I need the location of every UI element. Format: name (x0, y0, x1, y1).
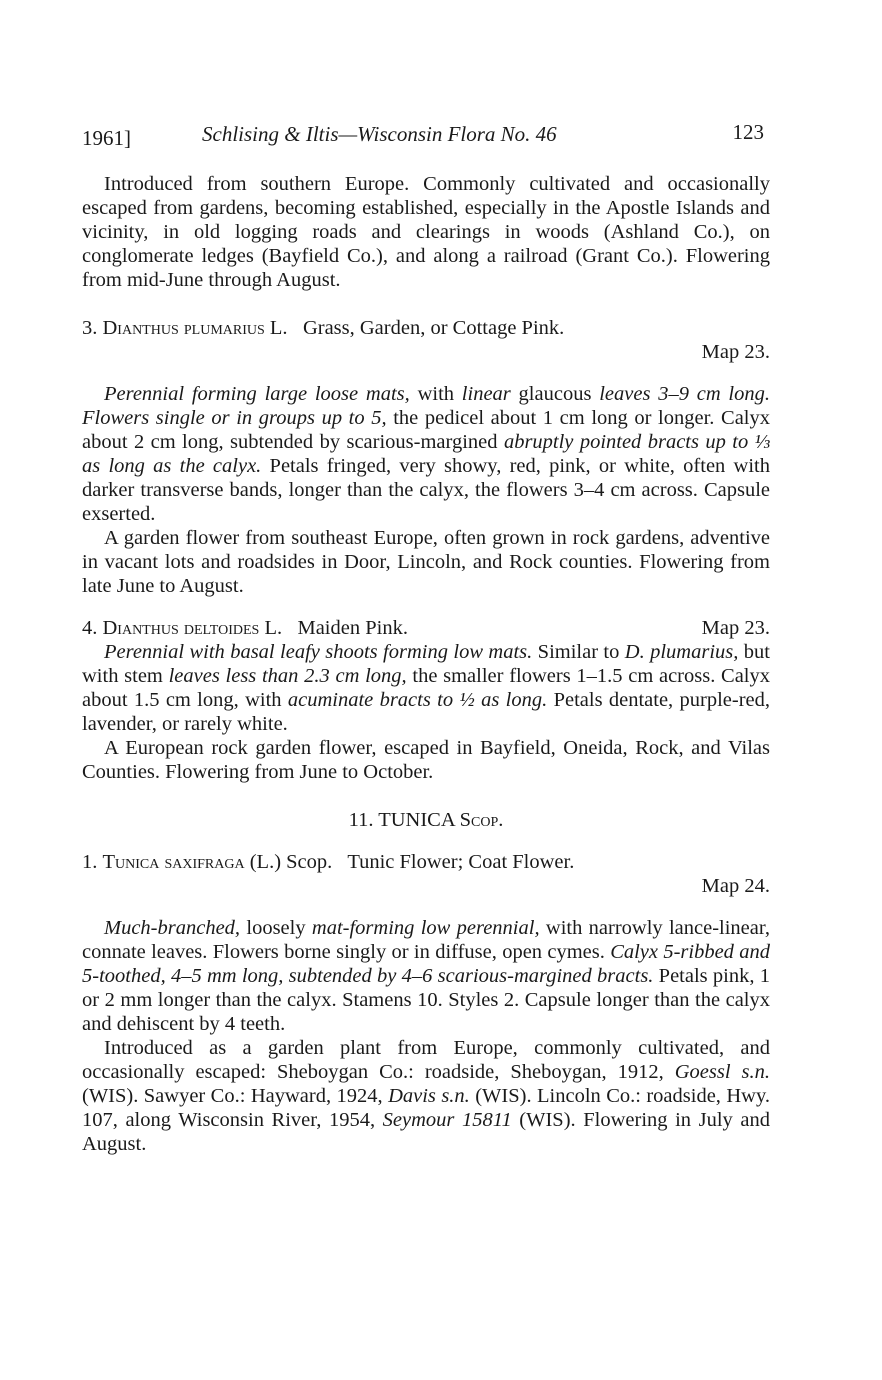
italic-run: acuminate bracts to ½ as long. (287, 689, 548, 711)
common-name: Tunic Flower; Coat Flower. (347, 851, 575, 873)
paragraph-intro: Introduced from southern Europe. Commonly cultivated and occasionally escaped from gardens, becoming established, especially in the Apostle Islands and vicinity, in old logging roads and clearings in woods (Ashland Co.), on conglomerate ledges (Bayfield Co.), and along a railroad (Grant Co.). Flowering from mid-June through August. (82, 173, 770, 291)
map-reference: Map 23. (701, 617, 770, 639)
species-author: L. (264, 617, 283, 639)
species-description (82, 382, 770, 526)
species-name: Dianthus plumarius (102, 317, 265, 339)
species-name: Tunica saxifraga (102, 851, 245, 873)
text-run: loosely (240, 917, 312, 939)
italic-run: Perennial with basal leafy shoots forming low mats. (104, 641, 533, 663)
map-reference: Map 23. (701, 341, 770, 363)
text-run: Petals pink, 1 or 2 mm longer than the calyx. Stamens 10. Styles 2. Capsule longer than the calyx and dehiscent by 4 teeth. (82, 965, 770, 1035)
species-entry-3 (82, 316, 770, 340)
italic-run: leaves 3–9 cm long. Flowers single or in groups up to 5, (82, 383, 770, 429)
genus-name: TUNICA (378, 809, 455, 831)
italic-run: Davis s.n. (388, 1085, 470, 1107)
species-description (82, 640, 770, 736)
species-distribution: A European rock garden flower, escaped in Bayfield, Oneida, Rock, and Vilas Counties. Flowering from June to October. (82, 737, 770, 783)
species-name: Dianthus deltoides (102, 617, 260, 639)
italic-run: Calyx 5-ribbed and 5-toothed, 4–5 mm long, subtended by 4–6 scarious-margined bracts. (82, 941, 770, 987)
text-run: (WIS). Lincoln Co.: roadside, Hwy. 107, along Wisconsin River, 1954, (82, 1085, 771, 1131)
species-description (82, 916, 770, 1036)
text-run: but with stem (82, 641, 770, 687)
species-author: (L.) Scop. (249, 851, 333, 873)
italic-run: D. plumarius, (624, 641, 739, 663)
italic-run: Perennial forming large loose mats, (104, 383, 410, 405)
running-title: Schlising & Iltis—Wisconsin Flora No. 46 (202, 122, 557, 146)
italic-run: Goessl s.n. (674, 1061, 770, 1083)
text-run: (WIS). Flowering in July and August. (82, 1109, 770, 1155)
species-distribution: A garden flower from southeast Europe, often grown in rock gardens, adventive in vacant lots and roadsides in Door, Lincoln, and Rock counties. Flowering from late June to August. (82, 527, 770, 597)
species-number: 1. (82, 851, 98, 873)
species-entry-tunica (82, 850, 770, 874)
running-header (82, 120, 764, 150)
common-name: Maiden Pink. (297, 617, 408, 639)
genus-number: 11. (348, 809, 374, 831)
header-year: 1961] (82, 126, 131, 150)
text-run: with narrowly lance-linear, connate leaves. Flowers borne singly or in diffuse, open cymes. (82, 917, 770, 963)
map-reference: Map 24. (701, 875, 770, 897)
text-run: glaucous (510, 383, 600, 405)
genus-heading (82, 808, 770, 832)
species-entry-4 (82, 616, 770, 640)
text-run: the pedicel about 1 cm long or longer. Calyx about 2 cm long, subtended by scarious-margined (82, 407, 770, 453)
common-name: Grass, Garden, or Cottage Pink. (302, 317, 565, 339)
text-run: Similar to (532, 641, 625, 663)
species-author: L. (269, 317, 288, 339)
text-run: Introduced as a garden plant from Europe, commonly cultivated, and occasionally escaped: Sheboygan Co.: roadside, Sheboygan, 1912, (82, 1037, 770, 1083)
species-distribution (82, 1036, 770, 1156)
text-run: Petals fringed, very showy, red, pink, or white, often with darker transverse bands, longer than the calyx, the flowers 3–4 cm across. Capsule exserted. (82, 455, 770, 525)
text-run: (WIS). Sawyer Co.: Hayward, 1924, (82, 1085, 389, 1107)
species-heading (82, 316, 564, 340)
italic-run: abruptly pointed bracts up to ⅓ as long as the calyx. (82, 431, 771, 477)
body-text (82, 172, 770, 1156)
italic-run: linear (461, 383, 511, 405)
text-run: Petals dentate, purple-red, lavender, or rarely white. (82, 689, 771, 735)
page-number: 123 (732, 120, 764, 144)
italic-run: Much-branched, (104, 917, 241, 939)
species-heading (82, 850, 574, 874)
genus-author: Scop. (459, 809, 504, 831)
italic-run: leaves less than 2.3 cm long, (168, 665, 407, 687)
text-run: with (409, 383, 462, 405)
species-heading (82, 616, 408, 640)
species-number: 4. (82, 617, 98, 639)
text-run: the smaller flowers 1–1.5 cm across. Calyx about 1.5 cm long, with (82, 665, 771, 711)
italic-run: mat-forming low perennial, (311, 917, 540, 939)
species-number: 3. (82, 317, 98, 339)
italic-run: Seymour 15811 (382, 1109, 512, 1131)
